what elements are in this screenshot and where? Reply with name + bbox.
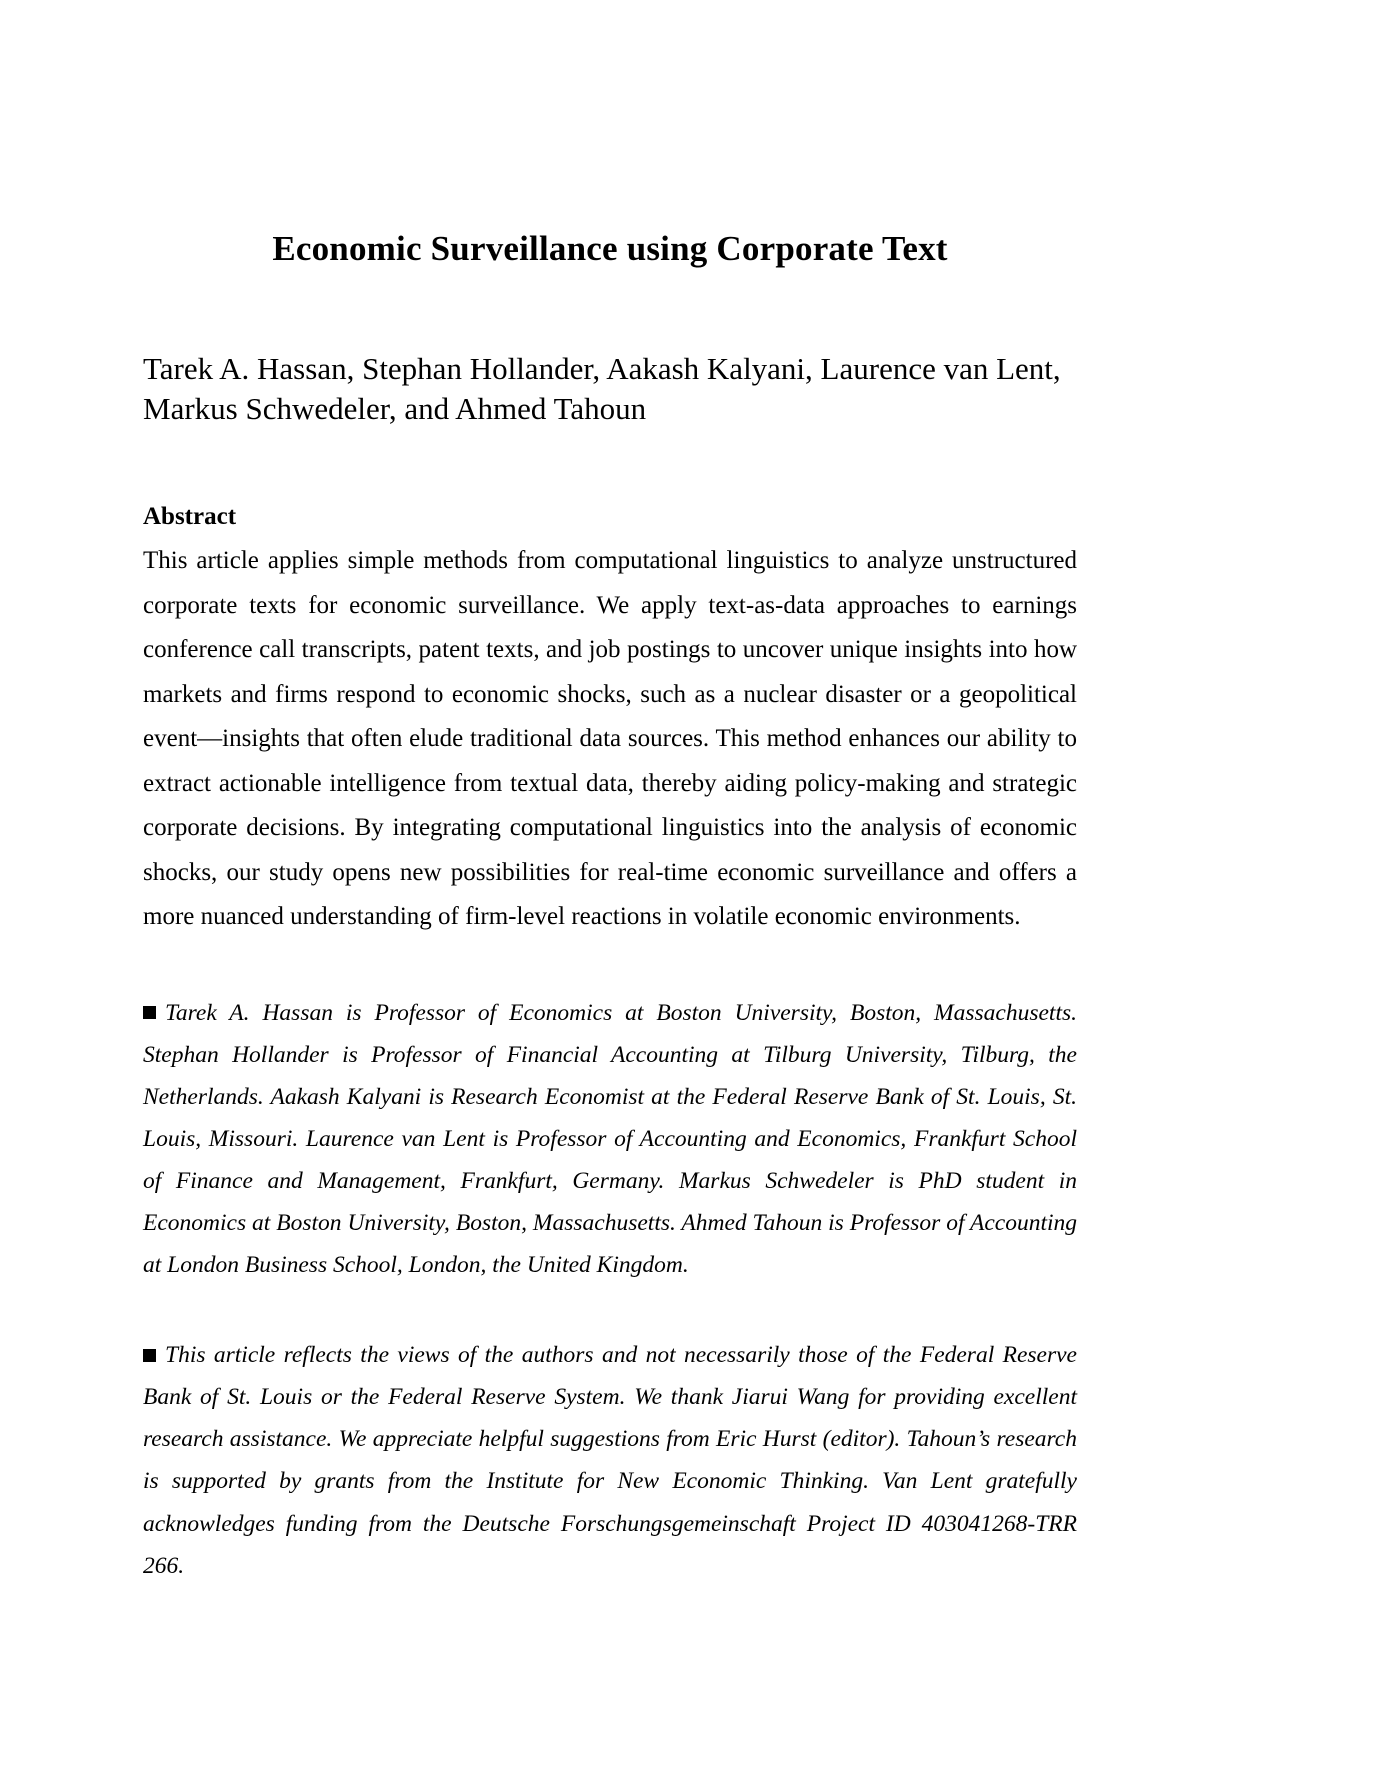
footnote-affiliations-text: Tarek A. Hassan is Professor of Economics at Boston University, Boston, Massachusetts. Stephan Hollander is Professor of Financial Accounting at Tilburg University, Tilburg, the Netherlands. Aakash Kalyani is Research Economist at the Federal Reserve Bank of St. Louis, St. Louis, Missouri. Laurence van Lent is Professor of Accounting and Economics, Frankfurt School of Finance and Management, Frankfurt, Germany. Markus Schwedeler is PhD student in Economics at Boston University, Boston, Massachusetts. Ahmed Tahoun is Professor of Accounting at London Business School, London, the United Kingdom. xyxy=(143,999,1077,1279)
footnote-disclaimer-text: This article reflects the views of the authors and not necessarily those of the Federal Reserve Bank of St. Louis or the Federal Reserve System. We thank Jiarui Wang for providing excellent research assistance. We appreciate helpful suggestions from Eric Hurst (editor). Tahoun’s research is supported by grants from the Institute for New Economic Thinking. Van Lent gratefully acknowledges funding from the Deutsche Forschungsgemeinschaft Project ID 403041268-TRR 266. xyxy=(143,1342,1077,1579)
page-title: Economic Surveillance using Corporate Text xyxy=(272,229,948,268)
abstract-heading: Abstract xyxy=(143,503,237,531)
abstract-body: This article applies simple methods from computational linguistics to analyze unstructured corporate texts for economic surveillance. We apply text-as-data approaches to earnings conference call transcripts, patent texts, and job postings to uncover unique insights into how markets and firms respond to economic shocks, such as a nuclear disaster or a geopolitical event—insights that often elude traditional data sources. This method enhances our ability to extract actionable intelligence from textual data, thereby aiding policy-making and strategic corporate decisions. By integrating computational linguistics into the analysis of economic shocks, our study opens new possibilities for real-time economic surveillance and offers a more nuanced understanding of firm-level reactions in volatile economic environments. xyxy=(143,547,1077,931)
black-square-bullet-icon xyxy=(143,1006,156,1019)
author-list: Tarek A. Hassan, Stephan Hollander, Aakash Kalyani, Laurence van Lent, Markus Schwedeler, and Ahmed Tahoun xyxy=(143,351,1061,426)
footnote-disclaimer xyxy=(143,1334,1077,1586)
black-square-bullet-icon xyxy=(143,1349,156,1362)
page-content xyxy=(143,0,1077,1587)
footnote-affiliations xyxy=(143,992,1077,1286)
